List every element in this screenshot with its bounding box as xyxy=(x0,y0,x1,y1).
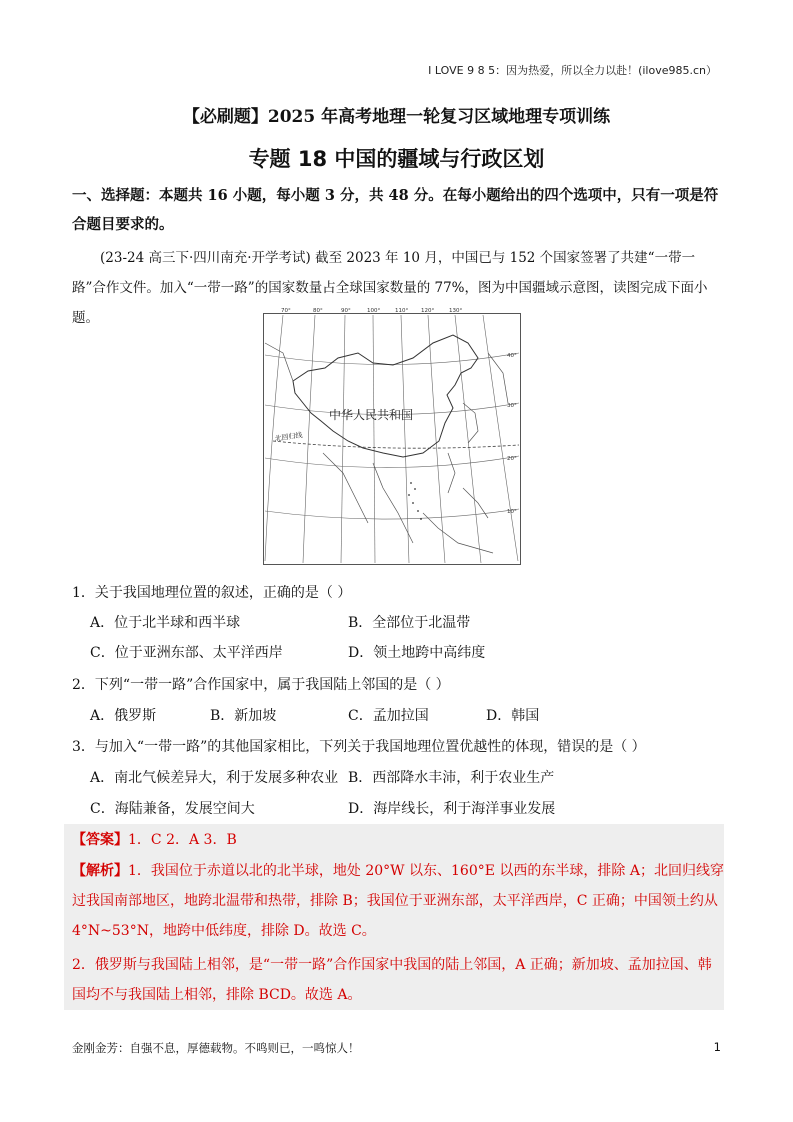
header-tagline: I LOVE 9 8 5：因为热爱，所以全力以赴！(ilove985.cn） xyxy=(428,64,717,77)
question-2-option-c: C．孟加拉国 xyxy=(348,708,429,724)
lon-label: 70° xyxy=(281,308,291,314)
question-3-option-a: A．南北气候差异大，利于发展多种农业 xyxy=(90,770,339,786)
lon-label: 110° xyxy=(395,308,409,314)
page-number: 1 xyxy=(713,1040,721,1054)
lon-label: 120° xyxy=(421,308,435,314)
explanation-label: 【解析】 xyxy=(72,863,128,879)
question-1-stem: 1．关于我国地理位置的叙述，正确的是（ ） xyxy=(72,585,352,601)
country-label: 中华人民共和国 xyxy=(329,408,414,422)
footer-motto: 金刚金芳：自强不息，厚德载物。不鸣则已，一鸣惊人！ xyxy=(72,1041,360,1055)
answer-values: 1．C 2．A 3．B xyxy=(128,832,237,848)
question-1-option-d: D．领土地跨中高纬度 xyxy=(348,645,486,661)
question-2-option-b: B．新加坡 xyxy=(210,708,277,724)
question-2-stem: 2．下列“一带一路”合作国家中，属于我国陆上邻国的是（ ） xyxy=(72,677,450,693)
lat-label: 30° xyxy=(507,403,517,409)
question-1-option-b: B．全部位于北温带 xyxy=(348,615,471,631)
answer-label: 【答案】 xyxy=(72,832,128,848)
tropic-label: 北回归线 xyxy=(274,431,304,443)
answer-line xyxy=(72,829,237,849)
question-1-option-a: A．位于北半球和西半球 xyxy=(90,615,241,631)
question-3-option-b: B．西部降水丰沛，利于农业生产 xyxy=(348,770,555,786)
question-1-option-c: C．位于亚洲东部、太平洋西岸 xyxy=(90,645,283,661)
question-2-option-d: D．韩国 xyxy=(486,708,540,724)
explanation-paragraph-2: 2．俄罗斯与我国陆上相邻，是“一带一路”合作国家中我国的陆上邻国，A 正确；新加坡、孟加拉国、韩国均不与我国陆上相邻，排除 BCD。故选 A。 xyxy=(72,957,712,1003)
china-territory-map xyxy=(263,308,521,565)
question-3-option-c: C．海陆兼备，发展空间大 xyxy=(90,801,255,817)
question-3-stem: 3．与加入“一带一路”的其他国家相比，下列关于我国地理位置优越性的体现，错误的是（ ） xyxy=(72,739,646,755)
question-2-option-a: A．俄罗斯 xyxy=(90,708,157,724)
lat-label: 10° xyxy=(507,509,517,515)
map-figure xyxy=(263,308,521,565)
lon-label: 90° xyxy=(341,308,351,314)
lat-label: 40° xyxy=(507,353,517,359)
section-heading: 一、选择题：本题共 16 小题，每小题 3 分，共 48 分。在每小题给出的四个选项中，只有一项是符合题目要求的。 xyxy=(72,187,719,233)
topic-title: 专题 18 中国的疆域与行政区划 xyxy=(248,147,545,171)
question-intro: (23-24 高三下·四川南充·开学考试) 截至 2023 年 10 月，中国已与 152 个国家签署了共建“一带一路”合作文件。加入“一带一路”的国家数量占全球国家数量的 77%，图为中国疆域示意图，读图完成下面小题。 xyxy=(72,250,708,326)
lat-label: 20° xyxy=(507,456,517,462)
lon-label: 80° xyxy=(313,308,323,314)
document-title: 【必刷题】2025 年高考地理一轮复习区域地理专项训练 xyxy=(182,107,611,127)
question-3-option-d: D．海岸线长，利于海洋事业发展 xyxy=(348,801,556,817)
explanation-paragraph-1 xyxy=(72,856,724,946)
lon-label: 100° xyxy=(367,308,381,314)
explanation-q1: 1．我国位于赤道以北的北半球，地处 20°W 以东、160°E 以西的东半球，排除 A；北回归线穿过我国南部地区，地跨北温带和热带，排除 B；我国位于亚洲东部，太平洋西岸，C 正确；中国领土约从 4°N~53°N，地跨中低纬度，排除 D。故选 C。 xyxy=(72,863,724,939)
lon-label: 130° xyxy=(449,308,463,314)
